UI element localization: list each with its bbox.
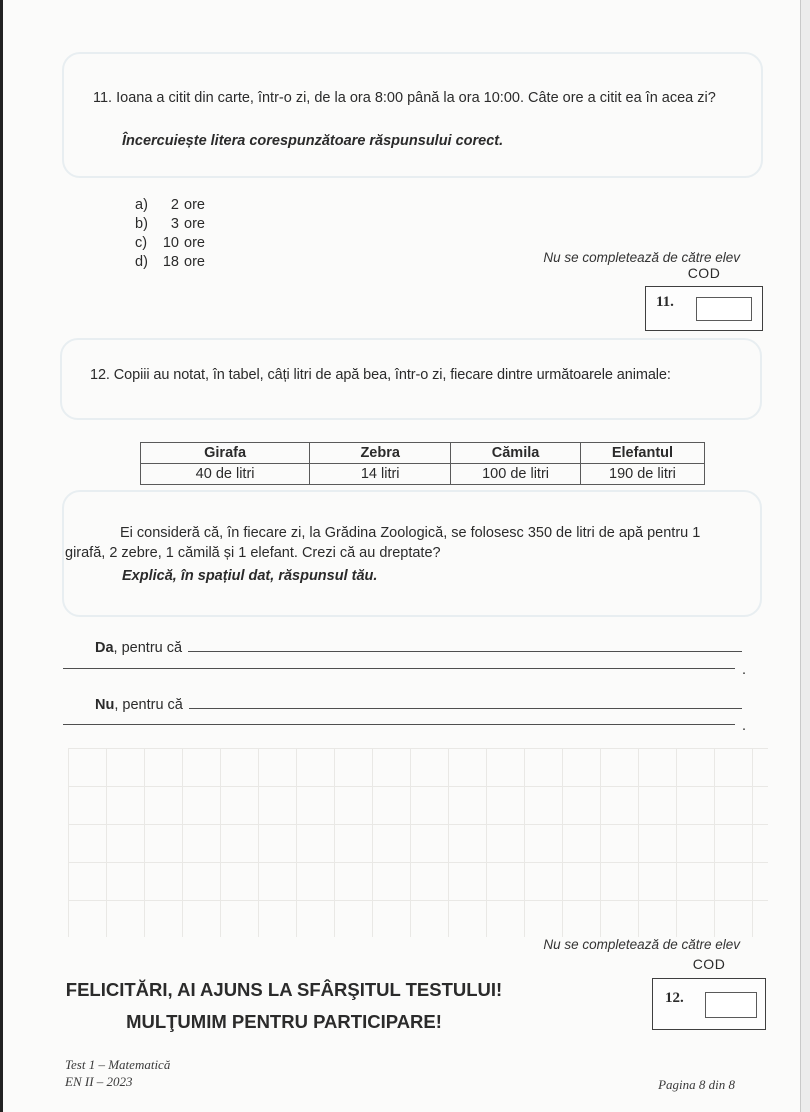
- answer-no-row: [95, 696, 742, 713]
- cod-box-12: [652, 978, 766, 1030]
- question-11-options: [135, 196, 205, 272]
- table-value-cell: 100 de litri: [451, 464, 581, 485]
- footer-edition: EN II – 2023: [65, 1074, 133, 1089]
- question-11-instruction: Încercuiește litera corespunzătoare răspunsului corect.: [122, 133, 504, 149]
- cod-label-1: COD: [687, 265, 721, 281]
- cod-box-12-number: 12.: [665, 990, 684, 1006]
- footer-test-name: Test 1 – Matematică: [65, 1057, 171, 1072]
- line-end-period: .: [742, 718, 747, 734]
- page-edge-left: [0, 0, 3, 1112]
- answer-no-connector: , pentru că: [114, 697, 183, 713]
- option-d[interactable]: [135, 253, 205, 272]
- answer-no-continuation-line[interactable]: [63, 724, 735, 725]
- option-value: 18: [162, 254, 179, 270]
- table-header-row: [141, 443, 705, 464]
- answer-yes-row: [95, 639, 742, 656]
- table-header-cell: Cămila: [451, 443, 581, 464]
- option-unit: ore: [184, 216, 205, 232]
- question-12-instruction: Explică, în spațiul dat, răspunsul tău.: [122, 568, 378, 584]
- work-grid[interactable]: [68, 748, 768, 937]
- cod-entry-field-12[interactable]: [705, 992, 757, 1018]
- frame-question-11: [62, 52, 763, 178]
- footer-left: [65, 1056, 170, 1090]
- option-value: 10: [162, 235, 179, 251]
- table-header-cell: Elefantul: [580, 443, 704, 464]
- option-a[interactable]: [135, 196, 205, 215]
- option-letter: d): [135, 254, 148, 270]
- question-11-text: 11. Ioana a citit din carte, într-o zi, de la ora 8:00 până la ora 10:00. Câte ore a citit ea în acea zi?: [93, 90, 716, 106]
- option-unit: ore: [184, 254, 205, 270]
- option-value: 3: [170, 216, 179, 232]
- cod-label-2: COD: [692, 956, 726, 972]
- answer-yes-line[interactable]: [188, 639, 742, 652]
- table-value-cell: 14 litri: [310, 464, 451, 485]
- option-b[interactable]: [135, 215, 205, 234]
- closing-message-line1: FELICITĂRI, AI AJUNS LA SFÂRŞITUL TESTULUI!: [65, 979, 503, 1000]
- cod-box-11-number: 11.: [656, 294, 674, 310]
- option-unit: ore: [184, 235, 205, 251]
- question-12-paragraph: Ei consideră că, în fiecare zi, la Grădina Zoologică, se folosesc 350 de litri de apă pentru 1 girafă, 2 zebre, 1 cămilă și 1 elefant. Crezi că au dreptate?: [65, 525, 701, 561]
- answer-yes-label: Da: [95, 640, 114, 656]
- cod-box-11: [645, 286, 763, 331]
- do-not-complete-note-2: Nu se completează de către elev: [543, 937, 740, 952]
- option-letter: c): [135, 235, 148, 251]
- option-unit: ore: [184, 197, 205, 213]
- answer-no-line[interactable]: [189, 696, 742, 709]
- closing-message: [58, 979, 510, 1033]
- answer-yes-continuation-line[interactable]: [63, 668, 735, 669]
- line-end-period: .: [742, 662, 747, 678]
- option-c[interactable]: [135, 234, 205, 253]
- page-edge-right: [800, 0, 810, 1112]
- option-value: 2: [170, 197, 179, 213]
- animals-water-table: [140, 442, 705, 485]
- table-value-row: [141, 464, 705, 485]
- answer-no-label: Nu: [95, 697, 115, 713]
- option-letter: b): [135, 216, 148, 232]
- table-value-cell: 40 de litri: [141, 464, 310, 485]
- option-letter: a): [135, 197, 148, 213]
- table-header-cell: Zebra: [310, 443, 451, 464]
- answer-yes-connector: , pentru că: [113, 640, 183, 656]
- closing-message-line2: MULŢUMIM PENTRU PARTICIPARE!: [126, 1011, 442, 1032]
- table-value-cell: 190 de litri: [580, 464, 704, 485]
- do-not-complete-note-1: Nu se completează de către elev: [543, 250, 740, 265]
- question-12-text: 12. Copiii au notat, în tabel, câți litri de apă bea, într-o zi, fiecare dintre următoarele animale:: [90, 367, 671, 383]
- footer-page-number: Pagina 8 din 8: [658, 1077, 735, 1092]
- cod-entry-field-11[interactable]: [696, 297, 752, 321]
- table-header-cell: Girafa: [141, 443, 310, 464]
